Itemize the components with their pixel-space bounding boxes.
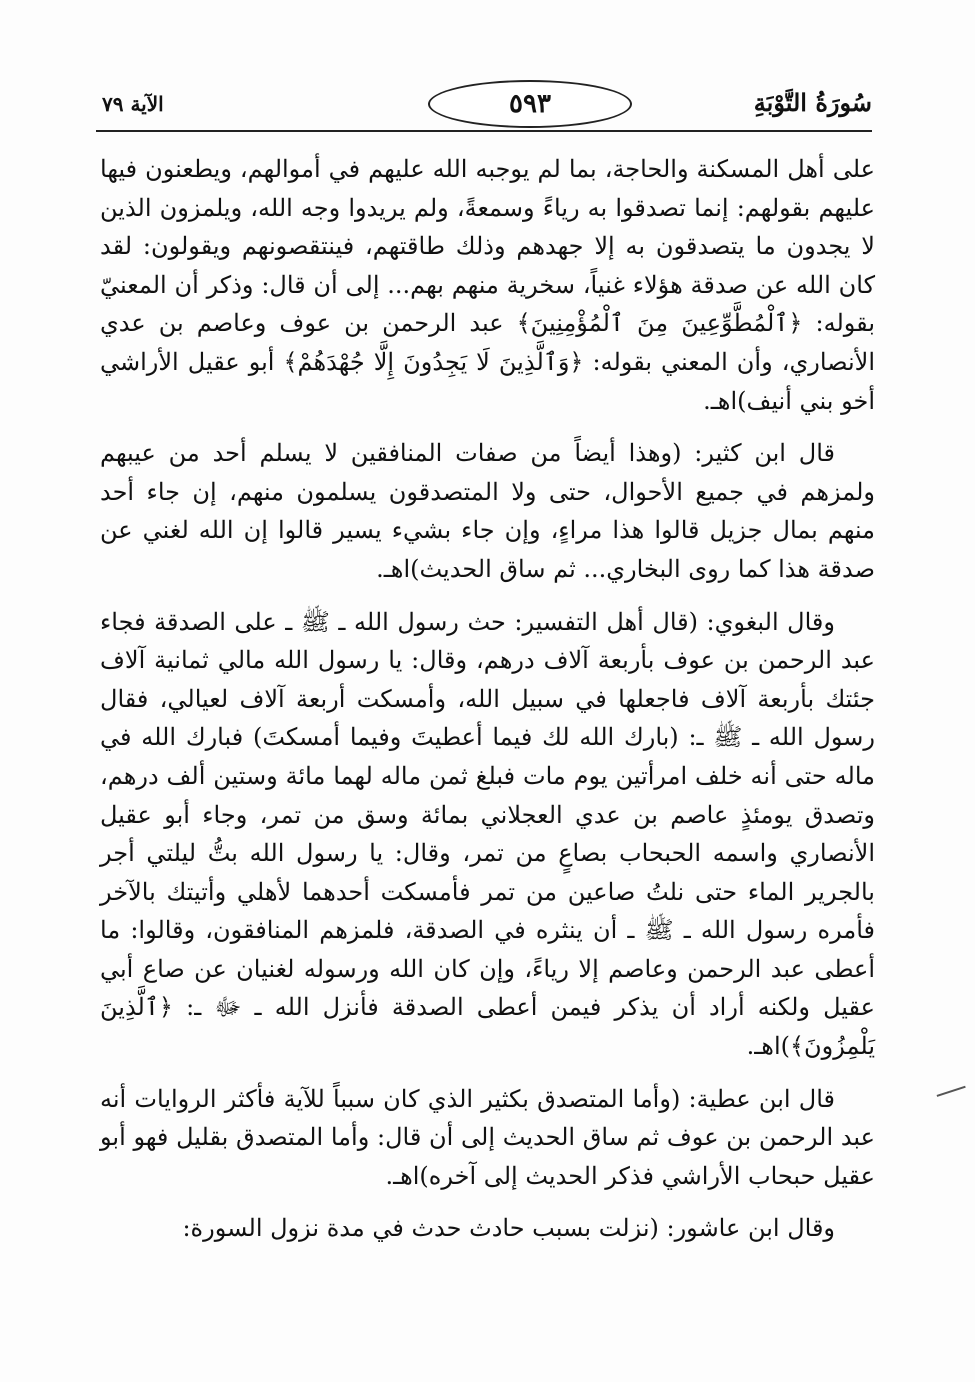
page-header [96, 80, 872, 132]
ayah-label: الآية ٧٩ [102, 92, 164, 116]
margin-mark [937, 1086, 970, 1109]
paragraph: وقال البغوي: (قال أهل التفسير: حث رسول الله ـ ﷺ ـ على الصدقة فجاء عبد الرحمن بن عوف بأربعة آلاف درهم، وقال: يا رسول الله مالي ثمانية آلاف جئتك بأربعة آلاف فاجعلها في سبيل الله، وأمسكت أربعة آلاف لعيالي، فقال رسول الله ـ ﷺ ـ: (بارك الله لك فيما أعطيتَ وفيما أمسكتَ) فبارك الله في ماله حتى أنه خلف امرأتين يوم مات فبلغ ثمن ماله لهما مائة وستين ألف درهم، وتصدق يومئذٍ عاصم بن عدي العجلاني بمائة وسق من تمر، وجاء أبو عقيل الأنصاري واسمه الحبحاب بصاعٍ من تمر، وقال: يا رسول الله بتُّ ليلتي أجر بالجرير الماء حتى نلتُ صاعين من تمر فأمسكت أحدهما لأهلي وأتيتك بالآخر فأمره رسول الله ـ ﷺ ـ أن ينثره في الصدقة، فلمزهم المنافقون، وقالوا: ما أعطى عبد الرحمن وعاصم إلا رياءً، وإن كان الله ورسوله لغنيان عن صاع أبي عقيل ولكنه أراد أن يذكر فيمن أعطى الصدقة فأنزل الله ـ ﷻ ـ: ﴿ٱلَّذِينَ يَلْمِزُونَ﴾)اهـ. [100, 607, 875, 1061]
page-number: ٥٩٣ [428, 80, 632, 128]
paragraph: قال ابن كثير: (وهذا أيضاً من صفات المنافقين لا يسلم أحد من عيبهم ولمزهم في جميع الأحوال، حتى ولا المتصدقون يسلمون منهم، إن جاء أحد منهم بمال جزيل قالوا هذا مراءٍ، وإن جاء بشيء يسير قالوا إن الله لغني عن صدقة هذا كما روى البخاري... ثم ساق الحديث)اهـ. [100, 439, 875, 583]
paragraph: وقال ابن عاشور: (نزلت بسبب حادث حدث في مدة نزول السورة: [182, 1214, 835, 1243]
sura-name: سُورَةُ التَّوْبَةِ [753, 88, 872, 117]
paragraph: قال ابن عطية: (وأما المتصدق بكثير الذي كان سبباً للآية فأكثر الروايات أنه عبد الرحمن بن عوف ثم ساق الحديث إلى أن قال: وأما المتصدق بقليل فهو أبو عقيل حبحاب الأراشي فذكر الحديث إلى آخره)اهـ. [100, 1084, 875, 1190]
paragraph: على أهل المسكنة والحاجة، بما لم يوجبه الله عليهم في أموالهم، ويطعنون فيها عليهم بقولهم: إنما تصدقوا به رياءً وسمعةً، ولم يريدوا وجه الله، ويلمزون الذين لا يجدون ما يتصدقون به إلا جهدهم وذلك طاقتهم، فينتقصونهم ويقولون: لقد كان الله عن صدقة هؤلاء غنياً، سخرية منهم بهم... إلى أن قال: وذكر أن المعنيّ بقوله: ﴿ٱلْمُطَّوِّعِينَ مِنَ ٱلْمُؤْمِنِينَ﴾ عبد الرحمن بن عوف وعاصم بن عدي الأنصاري، وأن المعني بقوله: ﴿وَٱلَّذِينَ لَا يَجِدُونَ إِلَّا جُهْدَهُمْ﴾ أبو عقيل الأراشي أخو بني أنيف)اهـ. [100, 155, 875, 415]
body-text [100, 150, 875, 1262]
